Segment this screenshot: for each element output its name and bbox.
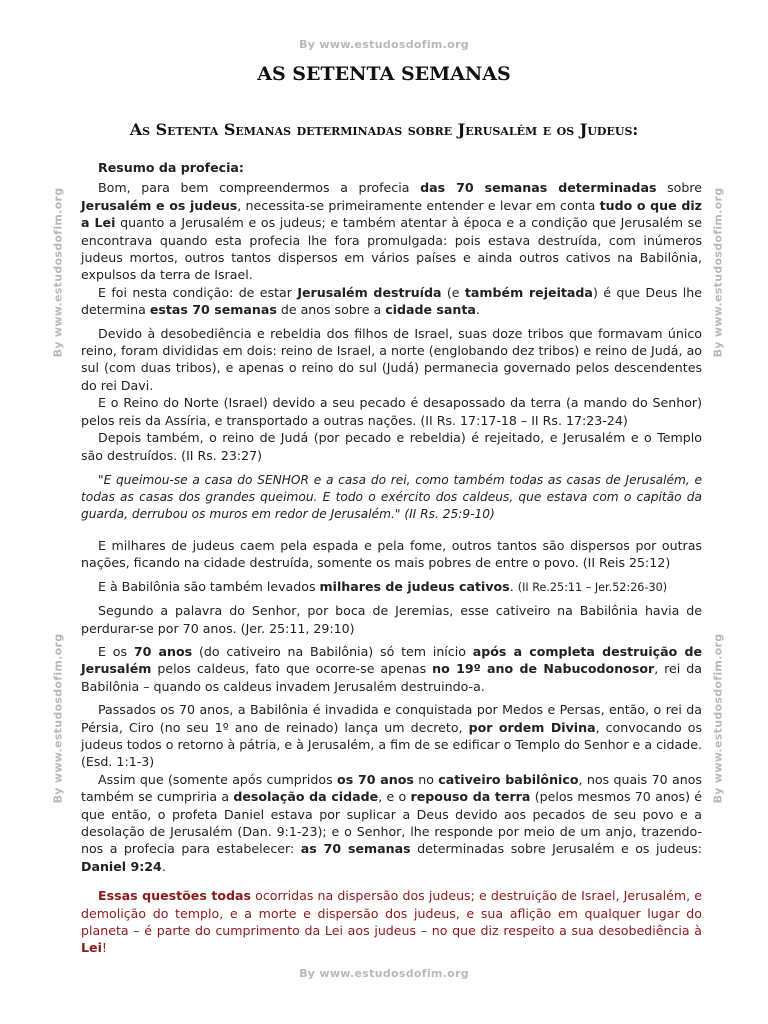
watermark-left-top: By www.estudosdofim.org [51, 187, 65, 358]
closing-paragraph: Essas questões todas ocorridas na dispersão dos judeus; e destruição de Israel, Jerusalém, e demolição do templo, e a morte e dispersão dos judeus, e sua aflição em qualquer lugar do planeta – é parte do cumprimento da Lei aos judeus – no que diz respeito a sua desobediência à Lei! [81, 888, 702, 956]
paragraph-11: Assim que (somente após cumpridos os 70 anos no cativeiro babilônico, nos quais 70 anos também se cumpriria a desolação da cidade, e o repouso da terra (pelos mesmos 70 anos) é que então, o profeta Daniel estava por suplicar a Deus devido aos pecados de seu povo e a desolação de Jerusalém (Dan. 9:1-23); e o Senhor, lhe responde por meio de um anjo, trazendo-nos a profecia para estabelecer: as 70 semanas determinadas sobre Jerusalém e os judeus: Daniel 9:24. [81, 771, 703, 874]
watermark-top: By www.estudosdofim.org [299, 38, 469, 51]
page-title: AS SETENTA SEMANAS [257, 63, 511, 85]
paragraph-6: E milhares de judeus caem pela espada e pela fome, outros tantos são dispersos por outras nações, ficando na cidade destruída, somente os mais pobres de entre o povo. (II Reis 25:12) [81, 537, 702, 571]
watermark-right-bottom: By www.estudosdofim.org [711, 633, 725, 804]
paragraph-2: E foi nesta condição: de estar Jerusalém destruída (e também rejeitada) é que Deus lhe determina estas 70 semanas de anos sobre a cidade santa. [81, 284, 702, 318]
watermark-bottom: By www.estudosdofim.org [299, 967, 469, 980]
watermark-right-top: By www.estudosdofim.org [711, 187, 725, 358]
paragraph-5: Depois também, o reino de Judá (por pecado e rebeldia) é rejeitado, e Jerusalém e o Templo são destruídos. (II Rs. 23:27) [81, 430, 702, 463]
document-body [81, 159, 702, 957]
paragraph-1: Bom, para bem compreendermos a profecia das 70 semanas determinadas sobre Jerusalém e os judeus, necessita-se primeiramente entender e levar em conta tudo o que diz a Lei quanto a Jerusalém e os judeus; e também atentar à época e a condição que Jerusalém se encontrava quando esta profecia lhe fora promulgada: pois estava destruída, com inúmeros judeus mortos, outros tantos dispersos em vários países e ainda outros cativos na Babilônia, expulsos da terra de Israel. [81, 180, 702, 283]
paragraph-7: E à Babilônia são também levados milhares de judeus cativos. (II Re.25:11 – Jer.52:26-30) [98, 578, 668, 594]
paragraph-3: Devido à desobediência e rebeldia dos filhos de Israel, suas doze tribos que formavam único reino, foram divididas em dois: reino de Israel, a norte (englobando dez tribos) e reino de Judá, ao sul (com duas tribos), e apenas o reino do sul (Judá) permanecia governado pelos descendentes do rei Davi. [81, 325, 702, 393]
paragraph-9: E os 70 anos (do cativeiro na Babilônia) só tem início após a completa destruição de Jerusalém pelos caldeus, fato que ocorre-se apenas no 19º ano de Nabucodonosor, rei da Babilônia – quando os caldeus invadem Jerusalém destruindo-a. [81, 643, 702, 694]
paragraph-10: Passados os 70 anos, a Babilônia é invadida e conquistada por Medos e Persas, então, o rei da Pérsia, Ciro (no seu 1º ano de reinado) lança um decreto, por ordem Divina, convocando os judeus todos o retorno à pátria, e à Jerusalém, a fim de se edificar o Templo do Senhor e a cidade. (Esd. 1:1-3) [81, 702, 703, 770]
bible-quote: "E queimou-se a casa do SENHOR e a casa do rei, como também todas as casas de Jerusalém, e todas as casas dos grandes queimou. E todo o exército dos caldeus, que estava com o capitão da guarda, derrubou os muros em redor de Jerusalém." (II Rs. 25:9-10) [81, 472, 702, 521]
page-subtitle: As Setenta Semanas determinadas sobre Jerusalém e os Judeus: [129, 120, 639, 139]
section-heading: Resumo da profecia: [98, 160, 244, 175]
paragraph-8: Segundo a palavra do Senhor, por boca de Jeremias, esse cativeiro na Babilônia havia de perdurar-se por 70 anos. (Jer. 25:11, 29:10) [81, 603, 702, 636]
watermark-left-bottom: By www.estudosdofim.org [51, 633, 65, 804]
paragraph-4: E o Reino do Norte (Israel) devido a seu pecado é desapossado da terra (a mando do Senhor) pelos reis da Assíria, e transportado a outras nações. (II Rs. 17:17-18 – II Rs. 17:23-24) [81, 395, 702, 428]
